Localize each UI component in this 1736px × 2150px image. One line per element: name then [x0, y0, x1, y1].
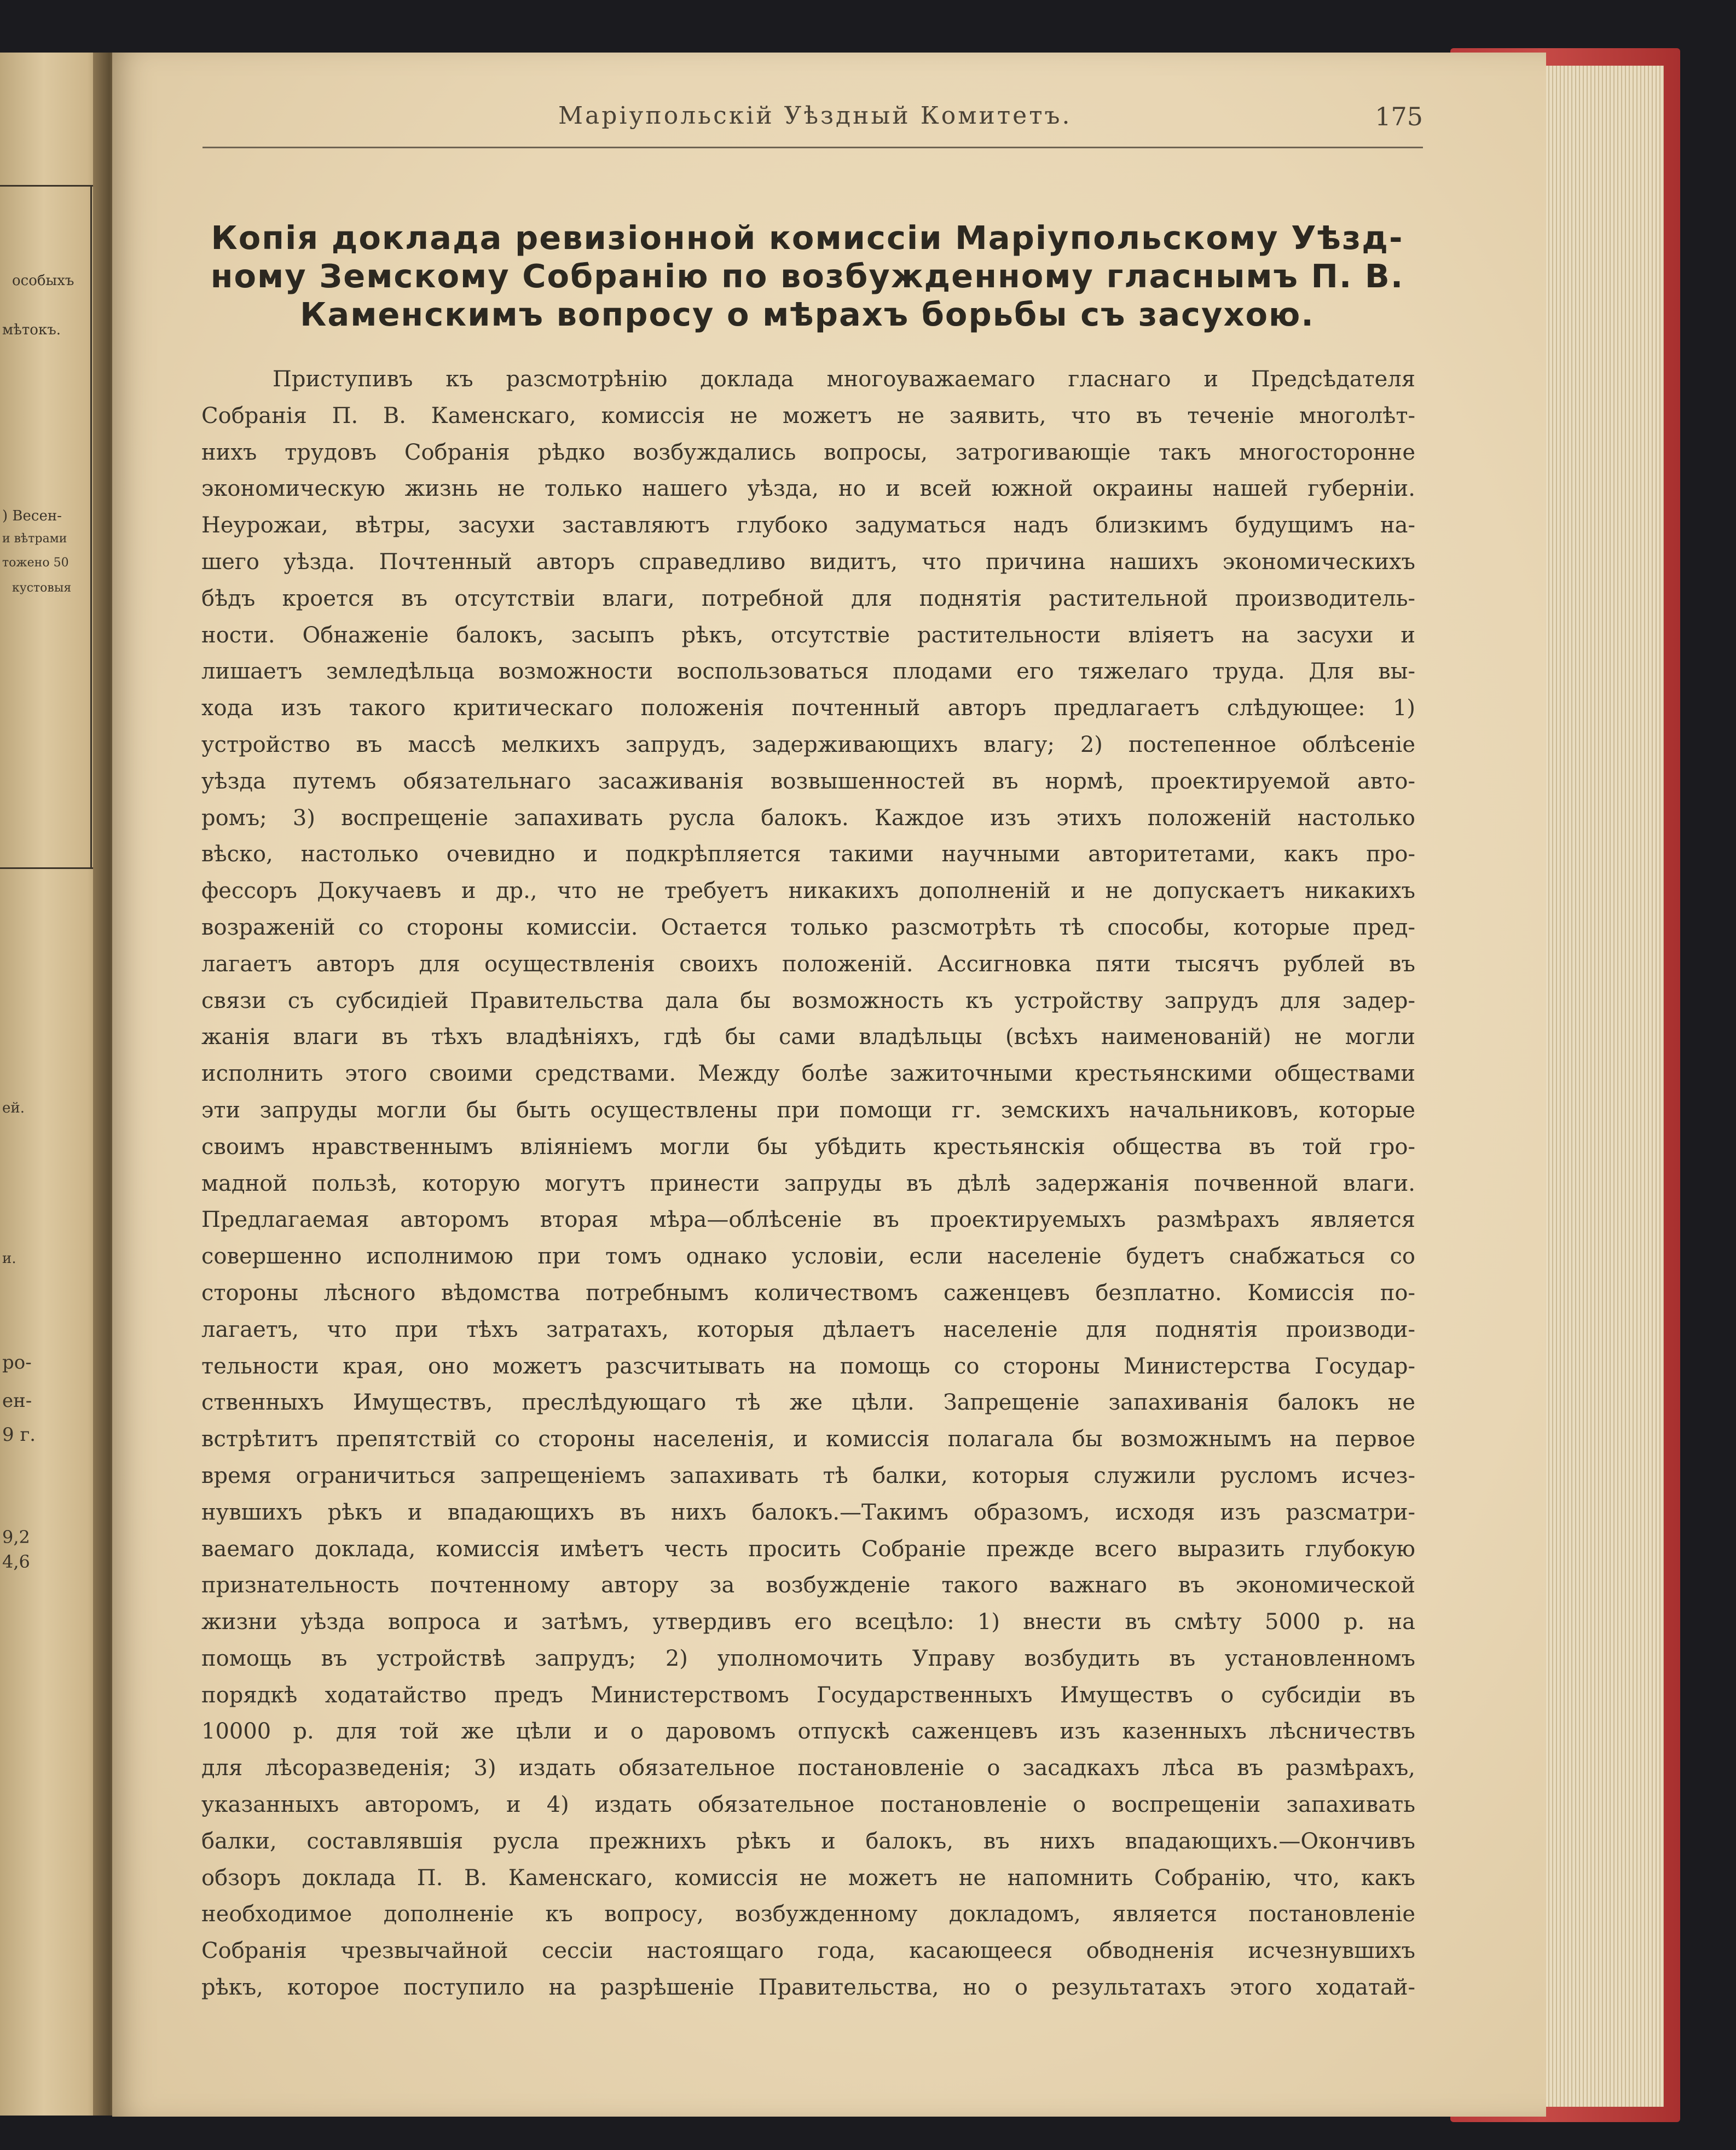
left-page-fragment: и вѣтрами: [2, 532, 67, 546]
body-text-line: Собранія П. В. Каменскаго, комиссія не можетъ не заявить, что въ теченіе многолѣт-: [201, 403, 1415, 428]
left-page-rule: [90, 186, 92, 867]
body-text-line: лагаетъ, что при тѣхъ затратахъ, которыя дѣлаетъ населеніе для поднятія производи-: [201, 1317, 1415, 1342]
body-text-line: лишаетъ земледѣльца возможности воспользоваться плодами его тяжелаго труда. Для вы-: [201, 659, 1415, 685]
body-text-line: указанныхъ авторомъ, и 4) издать обязательное постановленіе о воспрещеніи запахивать: [201, 1792, 1415, 1818]
left-page-fragment: ) Весен-: [2, 508, 62, 524]
article-title-line: Копія доклада ревизіонной комиссіи Маріупольскому Уѣзд-: [211, 219, 1404, 257]
body-text-line: необходимое дополненіе къ вопросу, возбужденному докладомъ, является постановленіе: [201, 1902, 1415, 1927]
body-text-line: рѣкъ, которое поступило на разрѣшеніе Правительства, но о результатахъ этого ходатай-: [201, 1975, 1415, 2001]
body-text-line: Неурожаи, вѣтры, засухи заставляютъ глубоко задуматься надъ близкимъ будущимъ на-: [201, 513, 1415, 538]
left-page-fragment: ен-: [2, 1390, 32, 1412]
body-text-line: возраженій со стороны комиссіи. Остается только разсмотрѣть тѣ способы, которые пред-: [201, 914, 1415, 940]
left-page-rule: [0, 867, 93, 869]
left-page-fragment: ро-: [2, 1352, 32, 1374]
left-page-fragment: ей.: [2, 1100, 25, 1116]
left-page-fragment: 9 г.: [2, 1424, 36, 1446]
body-text-line: Приступивъ къ разсмотрѣнію доклада многоуважаемаго гласнаго и Предсѣдателя: [273, 367, 1415, 392]
left-page-fragment: и.: [2, 1250, 16, 1267]
body-text-line: балки, составлявшія русла прежнихъ рѣкъ и балокъ, въ нихъ впадающихъ.—Окончивъ: [201, 1828, 1415, 1854]
article-title-line: ному Земскому Собранію по возбужденному гласнымъ П. В.: [210, 257, 1404, 295]
body-text-line: стороны лѣсного вѣдомства потребнымъ количествомъ саженцевъ безплатно. Комиссія по-: [201, 1280, 1415, 1306]
body-text-line: жизни уѣзда вопроса и затѣмъ, утвердивъ его всецѣло: 1) внести въ смѣту 5000 р. на: [201, 1609, 1415, 1635]
body-text-line: ственныхъ Имуществъ, преслѣдующаго тѣ же цѣли. Запрещеніе запахиванія балокъ не: [201, 1390, 1415, 1416]
body-text-line: обзоръ доклада П. В. Каменскаго, комиссія не можетъ не напомнить Собранію, что, какъ: [201, 1865, 1415, 1891]
article-title: [194, 219, 1420, 334]
body-text-line: бѣдъ кроется въ отсутствіи влаги, потребной для поднятія растительной производитель-: [201, 586, 1415, 611]
page-edges: [1538, 66, 1664, 2107]
body-text-line: совершенно исполнимою при томъ однако условіи, если населеніе будетъ снабжаться со: [201, 1244, 1415, 1270]
left-page-fragment: особыхъ: [12, 273, 74, 289]
left-page-fragment: мѣтокъ.: [2, 322, 61, 338]
body-text-line: порядкѣ ходатайство предъ Министерствомъ Государственныхъ Имуществъ о субсидіи въ: [201, 1682, 1415, 1708]
body-text-line: нихъ трудовъ Собранія рѣдко возбуждались вопросы, затрогивающіе такъ многосторонне: [201, 439, 1415, 465]
body-text-line: время ограничиться запрещеніемъ запахивать тѣ балки, которыя служили русломъ исчез-: [201, 1463, 1415, 1488]
body-text-line: хода изъ такого критическаго положенія почтенный авторъ предлагаетъ слѣдующее: 1): [201, 696, 1415, 721]
body-text-line: ваемаго доклада, комиссія имѣетъ честь просить Собраніе прежде всего выразить глубокую: [201, 1536, 1415, 1562]
body-text-line: устройство въ массѣ мелкихъ запрудъ, задерживающихъ влагу; 2) постепенное облѣсеніе: [201, 732, 1415, 757]
body-text-line: исполнить этого своими средствами. Между болѣе зажиточными крестьянскими обществами: [201, 1061, 1415, 1087]
body-text-line: тельности края, оно можетъ разсчитывать на помощь со стороны Министерства Государ-: [201, 1353, 1415, 1379]
body-text-line: уѣзда путемъ обязательнаго засаживанія возвышенностей въ нормѣ, проектируемой авто-: [201, 768, 1415, 794]
body-text-line: Предлагаемая авторомъ вторая мѣра—облѣсеніе въ проектируемыхъ размѣрахъ является: [201, 1207, 1415, 1233]
body-text-line: 10000 р. для той же цѣли и о даровомъ отпускѣ саженцевъ изъ казенныхъ лѣсничествъ: [201, 1719, 1415, 1745]
page-number: 175: [1375, 102, 1423, 131]
body-text-line: эти запруды могли бы быть осуществлены при помощи гг. земскихъ начальниковъ, которые: [201, 1097, 1415, 1123]
body-text-line: связи съ субсидіей Правительства дала бы возможность къ устройству запрудъ для задер-: [201, 988, 1415, 1013]
body-text-line: Собранія чрезвычайной сессіи настоящаго года, касающееся обводненія исчезнувшихъ: [201, 1938, 1415, 1964]
body-text-line: вѣско, настолько очевидно и подкрѣпляется такими научными авторитетами, какъ про-: [201, 842, 1415, 867]
running-header: [202, 102, 1423, 140]
body-text-line: жанія влаги въ тѣхъ владѣніяхъ, гдѣ бы сами владѣльцы (всѣхъ наименованій) не могли: [201, 1024, 1415, 1050]
body-text-line: своимъ нравственнымъ вліяніемъ могли бы убѣдить крестьянскія общества въ той гро-: [201, 1134, 1415, 1160]
body-text-line: шего уѣзда. Почтенный авторъ справедливо видитъ, что причина нашихъ экономическихъ: [201, 549, 1415, 575]
header-rule: [202, 147, 1423, 148]
article-title-line: Каменскимъ вопросу о мѣрахъ борьбы съ засухою.: [300, 295, 1315, 333]
body-text-line: экономическую жизнь не только нашего уѣзда, но и всей южной окраины нашей губерніи.: [201, 476, 1415, 502]
body-text-line: встрѣтитъ препятствій со стороны населенія, и комиссія полагала бы возможнымъ на первое: [201, 1427, 1415, 1452]
article-body: [201, 361, 1415, 2006]
left-page-rule: [0, 185, 93, 187]
left-page-fragment: кустовыя: [12, 581, 72, 595]
running-header-title: Маріупольскій Уѣздный Комитетъ.: [558, 102, 1072, 130]
body-text-line: ромъ; 3) воспрещеніе запахивать русла балокъ. Каждое изъ этихъ положеній настолько: [201, 805, 1415, 831]
body-text-line: помощь въ устройствѣ запрудъ; 2) уполномочить Управу возбудить въ установленномъ: [201, 1645, 1415, 1671]
body-text-line: лагаетъ авторъ для осуществленія своихъ положеній. Ассигновка пяти тысячъ рублей въ: [201, 951, 1415, 977]
left-page-fragment: 9,2: [2, 1527, 30, 1548]
body-text-line: фессоръ Докучаевъ и др., что не требуетъ никакихъ дополненій и не допускаетъ никакихъ: [201, 878, 1415, 904]
body-text-line: ности. Обнаженіе балокъ, засыпъ рѣкъ, отсутствіе растительности вліяетъ на засухи и: [201, 622, 1415, 648]
body-text-line: мадной пользѣ, которую могутъ принести запруды въ дѣлѣ задержанія почвенной влаги.: [201, 1170, 1415, 1196]
left-page-fragment: тожено 50: [2, 556, 69, 570]
left-page-fragment: 4,6: [2, 1551, 30, 1572]
body-text-line: для лѣсоразведенія; 3) издать обязательное постановленіе о засадкахъ лѣса въ размѣрахъ,: [201, 1755, 1415, 1781]
body-text-line: нувшихъ рѣкъ и впадающихъ въ нихъ балокъ.—Такимъ образомъ, исходя изъ разсматри-: [201, 1499, 1415, 1525]
body-text-line: признательность почтенному автору за возбужденіе такого важнаго въ экономической: [201, 1573, 1415, 1598]
